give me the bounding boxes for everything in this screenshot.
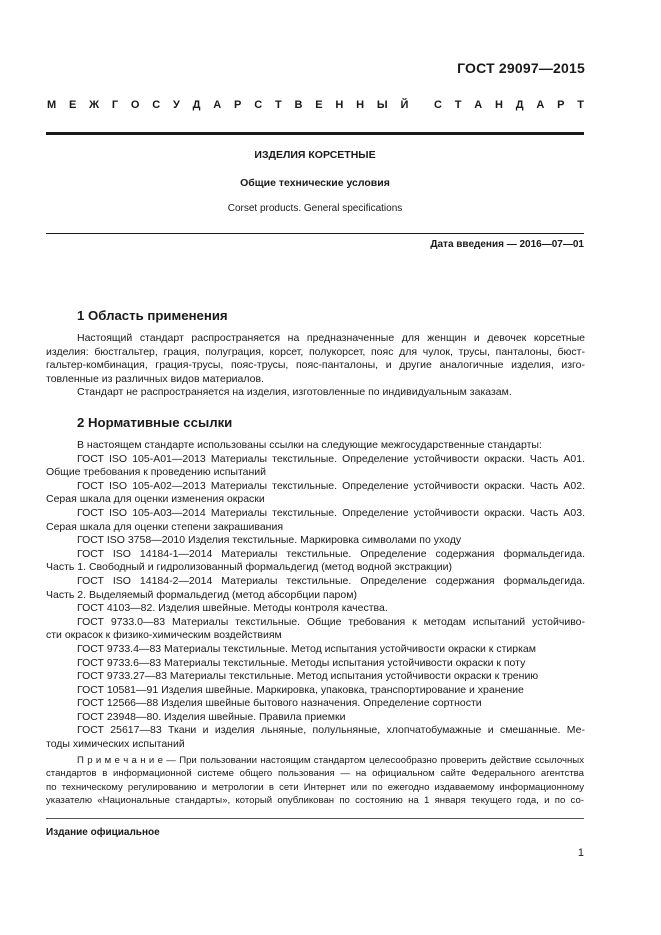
interstate-letter: Д	[192, 99, 201, 111]
note-line: стандартов в информационной системе общего пользования — на официальном сайте Федерального агентства	[46, 768, 584, 780]
interstate-letter: Т	[274, 99, 282, 111]
interstate-letter: Ы	[376, 99, 388, 111]
interstate-letter: Ж	[89, 99, 100, 111]
reference-line: ГОСТ 23948—80. Изделия швейные. Правила приемки	[77, 710, 346, 723]
interstate-letter: С	[254, 99, 263, 111]
document-title: ИЗДЕЛИЯ КОРСЕТНЫЕ	[254, 149, 376, 161]
interstate-letter: У	[173, 99, 180, 111]
reference-line: ГОСТ ISO 105-A01—2013 Материалы текстильные. Определение устойчивости окраски. Часть A01.	[77, 452, 585, 465]
reference-line: ГОСТ 9733.6—83 Материалы текстильные. Методы испытания устойчивости окраски к поту	[77, 656, 526, 669]
interstate-letter: Г	[111, 99, 119, 111]
interstate-letter: Т	[577, 99, 584, 111]
section-1-heading: 1 Область применения	[77, 308, 228, 323]
reference-line: ГОСТ 12566—88 Изделия швейные бытового назначения. Определение сортности	[77, 697, 482, 710]
interstate-letter: Р	[234, 99, 242, 111]
interstate-letter: А	[536, 99, 545, 111]
reference-line: Серая шкала для оценки изменения окраски	[46, 493, 265, 506]
section-1-line: Настоящий стандарт распространяется на предназначенные для женщин и девочек корсетные	[77, 332, 585, 344]
reference-line: ГОСТ ISO 105-A03—2014 Материалы текстильные. Определение устойчивости окраски. Часть A03.	[77, 506, 585, 519]
reference-line: ГОСТ ISO 105-A02—2013 Материалы текстильные. Определение устойчивости окраски. Часть A02.	[77, 479, 585, 492]
reference-line: ГОСТ ISO 14184-1—2014 Материалы текстильные. Определение содержания формальдегида.	[77, 547, 585, 560]
interstate-letter: О	[130, 99, 140, 111]
official-edition-label: Издание официальное	[46, 827, 160, 838]
reference-line: сти окрасок к физико-химическим воздействиям	[46, 629, 282, 642]
interstate-letter: Н	[335, 99, 344, 111]
reference-line: тоды химических испытаний	[46, 738, 185, 751]
interstate-letter: Н	[494, 99, 503, 111]
reference-line: Серая шкала для оценки степени закрашивания	[46, 520, 284, 533]
page-number: 1	[577, 847, 584, 859]
reference-line: Общие требования к проведению испытаний	[46, 466, 267, 479]
interstate-letter: М	[47, 99, 57, 111]
note-text: — При пользовании настоящим стандартом целесообразно проверить действие ссылочных	[166, 755, 585, 766]
interstate-standard-banner	[47, 99, 584, 111]
section-1-line: гальтер-комбинация, грация-трусы, пояс-трусы, пояс-панталоны, и другие аналогичные изделия, изго-	[46, 359, 585, 372]
note-line: указателю «Национальные стандарты», который опубликован по состоянию на 1 января текущего года, и по со-	[46, 795, 584, 807]
section-2-body	[46, 439, 585, 752]
header-rule	[46, 132, 584, 135]
standard-code: ГОСТ 29097—2015	[457, 60, 585, 76]
reference-line: Часть 1. Свободный и гидролизованный формальдегид (метод водной экстракции)	[46, 561, 453, 574]
section-1-line: изделия: бюстгальтер, грация, полуграция, корсет, полукорсет, пояс для чулок, трусы, панталоны, бюст-	[46, 345, 585, 358]
note-block	[46, 754, 584, 808]
interstate-letter: А	[213, 99, 222, 111]
title-rule	[46, 233, 584, 234]
reference-line: ГОСТ ISO 3758—2010 Изделия текстильные. Маркировка символами по уходу	[77, 534, 462, 547]
interstate-letter: Р	[557, 99, 565, 111]
interstate-letter: Н	[356, 99, 365, 111]
interstate-letter: В	[294, 99, 303, 111]
reference-line: ГОСТ 10581—91 Изделия швейные. Маркировка, упаковка, транспортирование и хранение	[77, 683, 524, 696]
interstate-letter: Й	[400, 99, 409, 111]
reference-line: ГОСТ 9733.0—83 Материалы текстильные. Общие требования к методам испытаний устойчиво-	[77, 615, 585, 628]
interstate-letter: Е	[315, 99, 323, 111]
footer-rule	[46, 818, 584, 819]
section-2-heading: 2 Нормативные ссылки	[77, 415, 233, 430]
section-1-line: Стандарт не распространяется на изделия, изготовленные по индивидуальным заказам.	[77, 386, 512, 399]
document-title-english: Corset products. General specifications	[227, 203, 403, 214]
interstate-letter: Е	[68, 99, 77, 111]
note-line: по техническому регулированию и метрологии в сети Интернет или по ежегодно издаваемому информационному	[46, 781, 584, 793]
reference-line: Часть 2. Выделяемый формальдегид (метод абсорбции паром)	[46, 588, 357, 601]
reference-line: ГОСТ 9733.4—83 Материалы текстильные. Метод испытания устойчивости окраски к стиркам	[77, 642, 536, 655]
interstate-letter: С	[152, 99, 161, 111]
section-1-line: товленные из различных видов материалов.	[46, 372, 264, 385]
reference-line: ГОСТ 4103—82. Изделия швейные. Методы контроля качества.	[77, 602, 388, 615]
interstate-letter: С	[433, 99, 442, 111]
reference-line: ГОСТ 9733.27—83 Материалы текстильные. Метод испытания устойчивости окраски к трению	[77, 670, 539, 683]
reference-line: ГОСТ ISO 14184-2—2014 Материалы текстильные. Определение содержания формальдегида.	[77, 574, 585, 587]
note-label: П р и м е ч а н и е	[77, 755, 163, 766]
section-1-body	[46, 332, 585, 400]
interstate-letter: Д	[515, 99, 524, 111]
reference-line: В настоящем стандарте использованы ссылки на следующие межгосударственные стандарты:	[77, 439, 542, 451]
interstate-letter: А	[474, 99, 483, 111]
note-line	[46, 754, 584, 767]
reference-line: ГОСТ 25617—83 Ткани и изделия льняные, полульняные, хлопчатобумажные и смешанные. Ме-	[77, 724, 585, 737]
introduction-date: Дата введения — 2016—07—01	[430, 239, 584, 250]
interstate-letter: Т	[454, 99, 462, 111]
document-subtitle: Общие технические условия	[240, 177, 390, 189]
